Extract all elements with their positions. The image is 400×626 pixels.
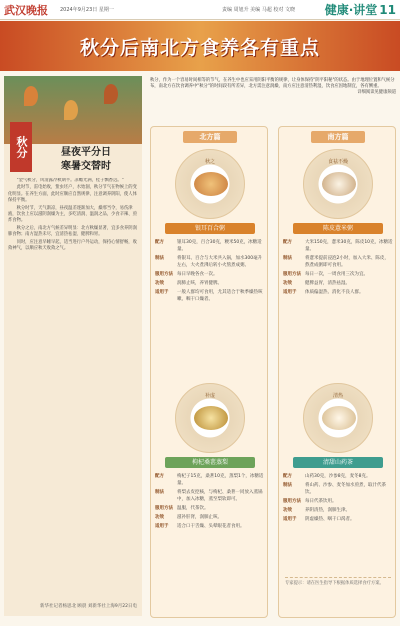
recipe-value: 枸杞子15克，桑葚10克，蒸梨1个，冰糖适量。 — [177, 474, 264, 486]
recipe-row — [283, 280, 393, 287]
recipe-key: 适用于 — [155, 524, 169, 529]
recipe-row — [155, 523, 265, 530]
recipe-row — [283, 507, 393, 514]
recipe-row — [155, 239, 265, 253]
recipe-key: 服用方法 — [155, 272, 173, 277]
intro-text: 秋分，作为一个容易时间相等的节气，在养生中也应采用阴阳平衡的规律，让身体保持"阴平阳秘"的状态。由于地理位置和气候分布，南北方在饮食调养中"秋分"的时间段有所差异，北方需注意润燥，南方应注意清热利湿，饮食应因地制宜，各有侧重。 — [150, 78, 395, 90]
recipe-key: 服用方法 — [283, 272, 301, 277]
north-card-title: 北方篇 — [183, 131, 237, 143]
editors-credit: 责编 周旭升 美编 马超 校对 文晓 — [222, 7, 295, 13]
tea-cup-icon — [322, 406, 356, 430]
recipe-value: 阴虚燥热、咽干口渴者。 — [305, 517, 355, 522]
recipe-value: 润肺止咳，养胃健脾。 — [177, 281, 222, 286]
recipe-value: 滋补肝肾，润肺止咳。 — [177, 515, 222, 520]
masthead: 武汉晚报 — [4, 4, 48, 17]
bowl-icon — [194, 172, 228, 196]
recipe-key: 功效 — [155, 515, 164, 520]
intro-source: 详细阅读见健康频道 — [357, 90, 396, 96]
dish-image — [175, 383, 245, 453]
recipe-value: 体质偏湿热、消化不良人群。 — [305, 290, 364, 295]
south-card-title: 南方篇 — [311, 131, 365, 143]
leaf-icon — [64, 100, 78, 120]
recipe-row — [155, 255, 265, 269]
recipe-row — [283, 239, 393, 253]
recipe-row — [155, 280, 265, 287]
leaf-icon — [104, 84, 118, 104]
recipe-value: 将银耳、百合与大米共入锅，加水300毫升左右，大火煮沸后转小火熬煮成粥。 — [177, 256, 263, 268]
article-signature: 新华社记者杨思北 顾晨 刘新华社上海9月22日电 — [40, 604, 137, 609]
recipe-value: 将梨去皮挖核，与枸杞、桑葚一同放入蒸锅中，加入冰糖，蒸至梨软即可。 — [177, 490, 263, 502]
issue-date: 2024年9月23日 星期一 — [60, 7, 114, 13]
dish-name: 枸杞桑葚蒸梨 — [165, 457, 255, 468]
recipe-value: 适合口干舌燥、头晕眼花者食用。 — [177, 524, 245, 529]
recipe-details — [283, 473, 393, 525]
left-article — [4, 76, 142, 616]
recipe-details — [155, 473, 265, 532]
recipe-row — [283, 516, 393, 523]
article-title — [34, 146, 138, 174]
bowl-icon — [322, 172, 356, 196]
dish-name: 银耳百合粥 — [165, 223, 255, 234]
header-bar — [0, 0, 400, 20]
recipe-key: 配方 — [155, 240, 164, 245]
page-headline: 秋分后南北方食养各有重点 — [79, 37, 320, 59]
recipe-row — [155, 473, 265, 487]
recipe-key: 配方 — [283, 474, 292, 479]
solar-term-badge: 秋分 — [10, 122, 32, 172]
dish-image — [175, 149, 245, 219]
recipe-value: 养阴清热，润肺生津。 — [305, 508, 350, 513]
recipe-key: 服用方法 — [283, 499, 301, 504]
recipe-value: 银耳30克，百合30克，粳米50克，冰糖适量。 — [177, 240, 262, 252]
article-body — [8, 178, 138, 598]
recipe-row — [283, 255, 393, 269]
recipe-key: 功效 — [155, 281, 164, 286]
recipe-value: 温服，代茶饮。 — [177, 506, 209, 511]
recipe-row — [283, 473, 393, 480]
article-paragraph: 秋分时节，天气渐凉，昼夜温差逐渐加大，燥邪当令，易伤津液，饮食上应以滋阴润燥为主，多吃清润、温润之品，少食辛辣、煎炸食物。 — [8, 205, 137, 224]
recipe-value: 每日早晚各食一次。 — [177, 272, 218, 277]
article-title-line2: 寒暑交替时 — [61, 161, 111, 172]
recipe-row — [155, 289, 265, 303]
recipe-key: 服用方法 — [155, 506, 173, 511]
recipe-value: 将薏米提前浸泡2小时，加入大米、陈皮，熬煮成粥即可食用。 — [305, 256, 389, 268]
recipe-key: 功效 — [283, 281, 292, 286]
south-card — [278, 126, 396, 618]
dish-image-caption: 秋之 — [204, 159, 215, 165]
recipe-row — [283, 482, 393, 496]
dish-image — [303, 149, 373, 219]
recipe-row — [155, 489, 265, 503]
recipe-value: 健脾益胃，清热祛湿。 — [305, 281, 350, 286]
article-paragraph: 此时节，雷电始收，蛰虫坯户，水始涸，秋分节气在物候上的变化明显。在养生方面，此时应顺应自然规律，注意调养阴阳，使人体保持平衡。 — [8, 185, 137, 204]
recipe-value: 大米150克，薏米30克，陈皮10克，冰糖适量。 — [305, 240, 393, 252]
recipe-key: 功效 — [283, 508, 292, 513]
article-title-line1: 昼夜平分日 — [61, 147, 111, 158]
recipe-row — [155, 514, 265, 521]
leaf-icon — [24, 86, 38, 106]
dish-name: 陈皮薏米粥 — [293, 223, 383, 234]
recipe-details — [283, 239, 393, 298]
recipe-row — [283, 289, 393, 296]
dish-image-caption: 食祛不燥 — [327, 159, 348, 165]
dish-image-caption: 补虚 — [204, 393, 215, 399]
recipe-row — [155, 505, 265, 512]
section-name: 健康·讲堂 — [324, 3, 378, 17]
expert-note: 专家提示：请在医生指导下根据体质选择食疗方案。 — [285, 577, 391, 587]
recipe-value: 每日一次，一周食用三次为宜。 — [305, 272, 368, 277]
article-paragraph: 同时，应注意早睡早起，适当进行户外运动，保持心情舒畅，收敛神气，以顺应秋天收敛之气。 — [8, 239, 137, 252]
article-paragraph: 秋分之后，南北方气候差异明显：北方秋燥显著，宜多食养阴润肺食物；南方湿热未尽，宜清热祛湿、健脾和胃。 — [8, 225, 137, 238]
article-paragraph: "金气秋分，风清露冷秋期半。凉蟾光满，桂子飘香远。" — [16, 178, 124, 183]
recipe-key: 适用于 — [283, 517, 297, 522]
recipe-key: 制法 — [283, 483, 292, 488]
recipe-key: 制法 — [155, 256, 164, 261]
recipe-row — [283, 271, 393, 278]
recipe-row — [155, 271, 265, 278]
page-number: 11 — [379, 3, 396, 17]
intro-paragraph — [150, 78, 396, 118]
recipe-value: 一般人群均可食用，尤其适合于秋季燥热咳嗽、咽干口燥者。 — [177, 290, 263, 302]
recipe-key: 配方 — [283, 240, 292, 245]
headline-banner — [0, 21, 400, 71]
recipe-key: 适用于 — [283, 290, 297, 295]
recipe-details — [155, 239, 265, 305]
north-card — [150, 126, 268, 618]
recipe-key: 制法 — [155, 490, 164, 495]
recipe-value: 每日代茶饮用。 — [305, 499, 337, 504]
recipe-row — [283, 498, 393, 505]
dish-image-caption: 清热 — [332, 393, 343, 399]
recipe-key: 适用于 — [155, 290, 169, 295]
pear-icon — [194, 406, 228, 430]
recipe-key: 配方 — [155, 474, 164, 479]
dish-image — [303, 383, 373, 453]
recipe-value: 将山药、沙参、麦冬加水煎煮，取汁代茶饮。 — [305, 483, 386, 495]
dish-name: 清甜山药茶 — [293, 457, 383, 468]
section-title — [325, 1, 396, 18]
recipe-key: 制法 — [283, 256, 292, 261]
recipe-value: 山药30克，沙参8克，麦冬8克。 — [305, 474, 371, 479]
